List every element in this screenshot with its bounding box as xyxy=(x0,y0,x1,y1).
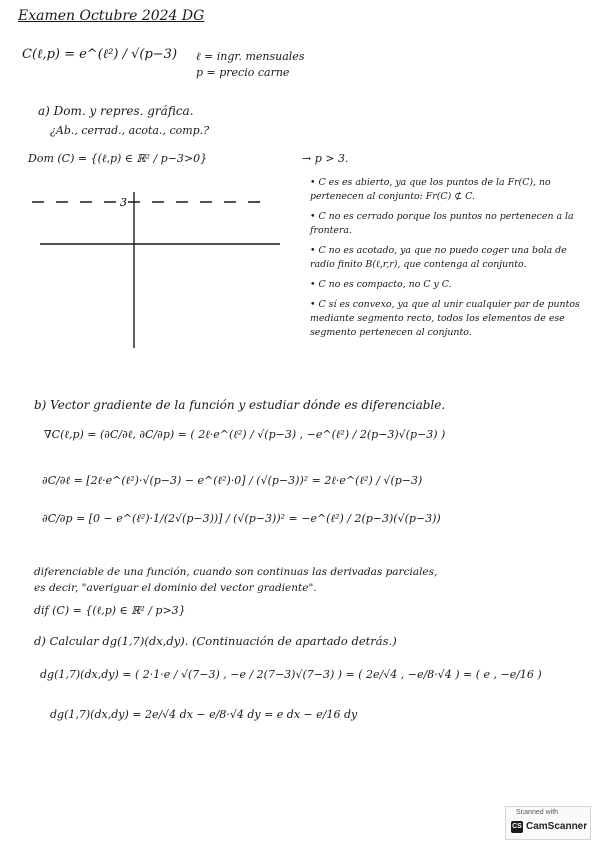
differentiability-text-1: diferenciable de una función, cuando son continuas las derivadas parciales, xyxy=(34,566,438,578)
domain-expression: Dom (C) = {(ℓ,p) ∈ ℝ² / p−3>0} xyxy=(28,152,208,165)
camscanner-watermark xyxy=(505,806,591,840)
property-open: • C es es abierto, ya que los puntos de la Fr(C), no pertenecen al conjunto: Fr(C) ⊄ C. xyxy=(310,177,551,202)
property-convex: • C sí es convexo, ya que al unir cualquier par de puntos mediante segmento recto, todos los elementos de ese segmento pertenecen al conjunto. xyxy=(310,299,580,338)
property-bounded: • C no es acotado, ya que no puedo coger una bola de radio finito B(ℓ,r,r), que contenga al conjunto. xyxy=(310,245,567,270)
page-title: Examen Octubre 2024 DG xyxy=(18,8,205,24)
camscanner-logo-icon: CS xyxy=(511,821,523,833)
function-definition: C(ℓ,p) = e^(ℓ²) / √(p−3) xyxy=(22,47,178,62)
variable-l-definition: ℓ = ingr. mensuales xyxy=(196,50,305,63)
part-b-title: b) Vector gradiente de la función y estudiar dónde es diferenciable. xyxy=(34,398,446,412)
differentiability-text-2: es decir, "averiguar el dominio del vector gradiente". xyxy=(34,582,317,594)
property-closed: • C no es cerrado porque los puntos no pertenecen a la frontera. xyxy=(310,211,574,236)
total-differential: dg(1,7)(dx,dy) = 2e/√4 dx − e/8·√4 dy = e dx − e/16 dy xyxy=(50,708,358,721)
domain-result: → p > 3. xyxy=(302,152,349,165)
partial-derivative-p: ∂C/∂p = [0 − e^(ℓ²)·1/(2√(p−3))] / (√(p−3))² = −e^(ℓ²) / 2(p−3)(√(p−3)) xyxy=(42,512,441,525)
tick-label-3: 3 xyxy=(120,196,127,209)
gradient-evaluated: dg(1,7)(dx,dy) = ( 2·1·e / √(7−3) , −e / 2(7−3)√(7−3) ) = ( 2e/√4 , −e/8·√4 ) = ( e , −e/16 ) xyxy=(40,668,542,681)
watermark-name: CamScanner xyxy=(526,821,588,832)
variable-p-definition: p = precio carne xyxy=(196,66,290,79)
properties-list xyxy=(310,176,580,346)
part-a-question: ¿Ab., cerrad., acota., comp.? xyxy=(50,124,210,137)
gradient-expression: ∇C(ℓ,p) = (∂C/∂ℓ, ∂C/∂p) = ( 2ℓ·e^(ℓ²) / √(p−3) , −e^(ℓ²) / 2(p−3)√(p−3) ) xyxy=(44,428,446,441)
partial-derivative-l: ∂C/∂ℓ = [2ℓ·e^(ℓ²)·√(p−3) − e^(ℓ²)·0] / (√(p−3))² = 2ℓ·e^(ℓ²) / √(p−3) xyxy=(42,474,423,487)
domain-sketch xyxy=(20,178,320,358)
property-compact: • C no es compacto, no C y C. xyxy=(310,279,452,290)
watermark-caption: Scanned with xyxy=(516,809,559,816)
part-d-title: d) Calcular dg(1,7)(dx,dy). (Continuación de apartado detrás.) xyxy=(34,634,397,648)
part-a-title: a) Dom. y repres. gráfica. xyxy=(38,104,194,118)
differentiability-domain: dif (C) = {(ℓ,p) ∈ ℝ² / p>3} xyxy=(34,604,186,617)
